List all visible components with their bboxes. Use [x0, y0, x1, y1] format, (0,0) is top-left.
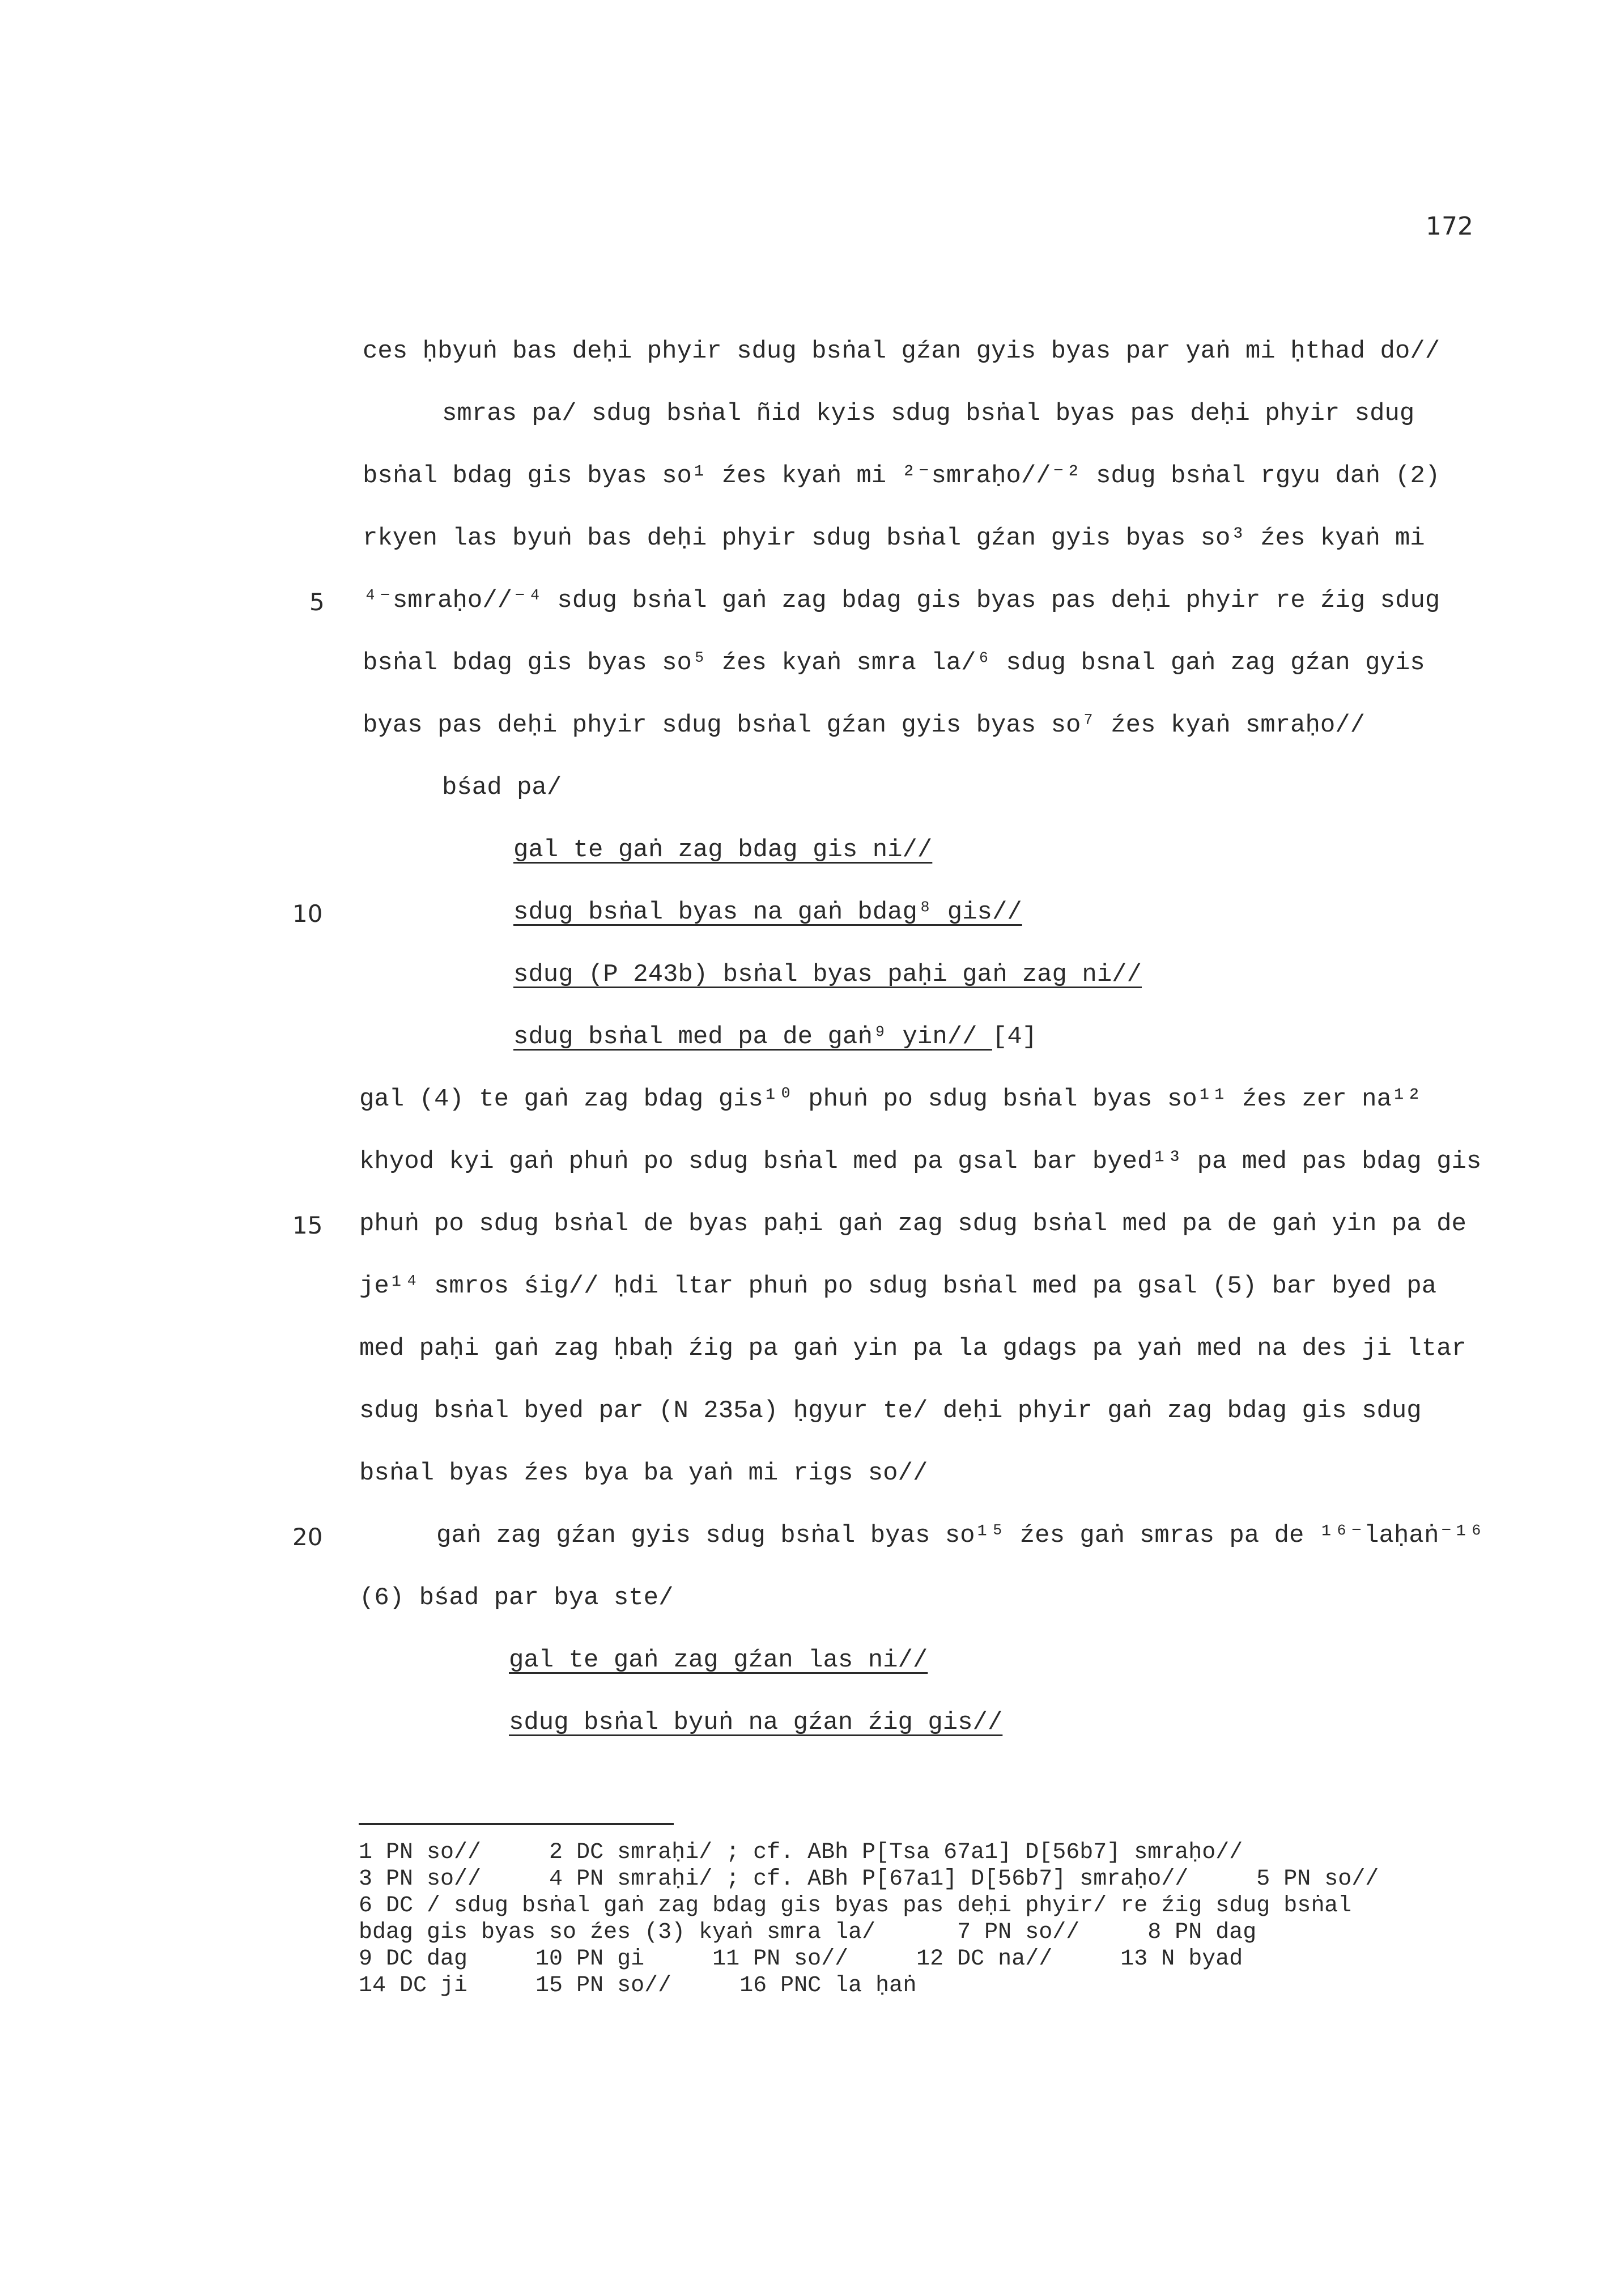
line-text: gal te gaṅ zag gźan las ni// [509, 1646, 928, 1674]
line-text: ⁴⁻smraḥo//⁻⁴ sdug bsṅal gaṅ zag bdag gis byas pas deḥi phyir re źig sdug [363, 586, 1440, 615]
verse-line [509, 1648, 928, 1673]
line-number: 15 [292, 1211, 323, 1239]
text-line [359, 1461, 928, 1486]
line-text: med paḥi gaṅ zag ḥbaḥ źig pa gaṅ yin pa la gdags pa yaṅ med na des ji ltar [359, 1334, 1466, 1363]
line-text: phuṅ po sdug bsṅal de byas paḥi gaṅ zag sdug bsṅal med pa de gaṅ yin pa de [359, 1210, 1466, 1238]
text-line [363, 339, 1440, 364]
line-text: gal te gaṅ zag bdag gis ni// [513, 836, 933, 864]
line-text: bśad pa/ [442, 773, 562, 802]
footnote-line: bdag gis byas so źes (3) kyaṅ smra la/ 7 PN so// 8 PN dag [359, 1920, 1257, 1945]
verse-line [513, 900, 1022, 925]
line-text: bsṅal bdag gis byas so¹ źes kyaṅ mi ²⁻smraḥo//⁻² sdug bsṅal rgyu daṅ (2) [363, 462, 1440, 490]
text-line [436, 1523, 1483, 1548]
footnote-line: 3 PN so// 4 PN smraḥi/ ; cf. ABh P[67a1] D[56b7] smraḥo// 5 PN so// [359, 1866, 1379, 1892]
line-text: sdug bsṅal byuṅ na gźan źig gis// [509, 1708, 1003, 1737]
line-text: (6) bśad par bya ste/ [359, 1584, 674, 1612]
line-text: smras pa/ sdug bsṅal ñid kyis sdug bsṅal byas pas deḥi phyir sdug [442, 399, 1415, 428]
line-text: sdug bsṅal med pa de gaṅ⁹ yin// [513, 1023, 992, 1051]
verse-line [513, 962, 1142, 987]
line-text: gal (4) te gaṅ zag bdag gis¹⁰ phuṅ po sdug bsṅal byas so¹¹ źes zer na¹² [359, 1085, 1422, 1113]
verse-line [509, 1710, 1002, 1735]
line-number: 10 [292, 900, 323, 928]
text-line [442, 775, 562, 800]
footnote-line: 1 PN so// 2 DC smraḥi/ ; cf. ABh P[Tsa 67a1] D[56b7] smraḥo// [359, 1840, 1243, 1865]
line-text: ces ḥbyuṅ bas deḥi phyir sdug bsṅal gźan gyis byas par yaṅ mi ḥthad do// [363, 337, 1440, 365]
line-text: rkyen las byuṅ bas deḥi phyir sdug bsṅal gźan gyis byas so³ źes kyaṅ mi [363, 524, 1425, 552]
line-text: byas pas deḥi phyir sdug bsṅal gźan gyis byas so⁷ źes kyaṅ smraḥo// [363, 711, 1366, 739]
line-number: 20 [292, 1523, 323, 1551]
text-line [359, 1211, 1466, 1236]
line-text: je¹⁴ smros śig// ḥdi ltar phuṅ po sdug bsṅal med pa gsal (5) bar byed pa [359, 1272, 1437, 1300]
text-line [359, 1149, 1481, 1174]
line-text: bsṅal byas źes bya ba yaṅ mi rigs so// [359, 1459, 928, 1487]
line-text: sdug (P 243b) bsṅal byas paḥi gaṅ zag ni// [513, 960, 1142, 989]
line-text: sdug bsṅal byed par (N 235a) ḥgyur te/ deḥi phyir gaṅ zag bdag gis sdug [359, 1397, 1422, 1425]
page-number: 172 [1426, 212, 1473, 241]
verse-number: [4] [992, 1023, 1038, 1051]
footnote-line: 14 DC ji 15 PN so// 16 PNC la ḥaṅ [359, 1973, 917, 1999]
line-text: khyod kyi gaṅ phuṅ po sdug bsṅal med pa gsal bar byed¹³ pa med pas bdag gis [359, 1147, 1482, 1176]
line-text: bsṅal bdag gis byas so⁵ źes kyaṅ smra la/⁶ sdug bsnal gaṅ zag gźan gyis [363, 649, 1425, 677]
line-text: sdug bsṅal byas na gaṅ bdag⁸ gis// [513, 898, 1022, 926]
verse-line [513, 1024, 1037, 1049]
text-line [442, 401, 1414, 426]
text-line [363, 588, 1440, 613]
text-line [359, 1585, 674, 1610]
text-line [359, 1336, 1466, 1361]
line-text: gaṅ zag gźan gyis sdug bsṅal byas so¹⁵ źes gaṅ smras pa de ¹⁶⁻laḥaṅ⁻¹⁶ [436, 1521, 1484, 1550]
text-line [363, 464, 1440, 488]
text-line [359, 1087, 1422, 1112]
verse-line [513, 837, 932, 862]
text-line [363, 526, 1425, 551]
footnote-divider [359, 1823, 674, 1825]
text-line [363, 713, 1365, 738]
footnote-line: 6 DC / sdug bsṅal gaṅ zag bdag gis byas pas deḥi phyir/ re źig sdug bsṅal [359, 1893, 1352, 1919]
line-number: 5 [309, 588, 325, 616]
text-line [359, 1398, 1422, 1423]
footnote-line: 9 DC dag 10 PN gi 11 PN so// 12 DC na// 13 N byad [359, 1946, 1243, 1972]
text-line [359, 1274, 1436, 1299]
text-line [363, 650, 1425, 675]
